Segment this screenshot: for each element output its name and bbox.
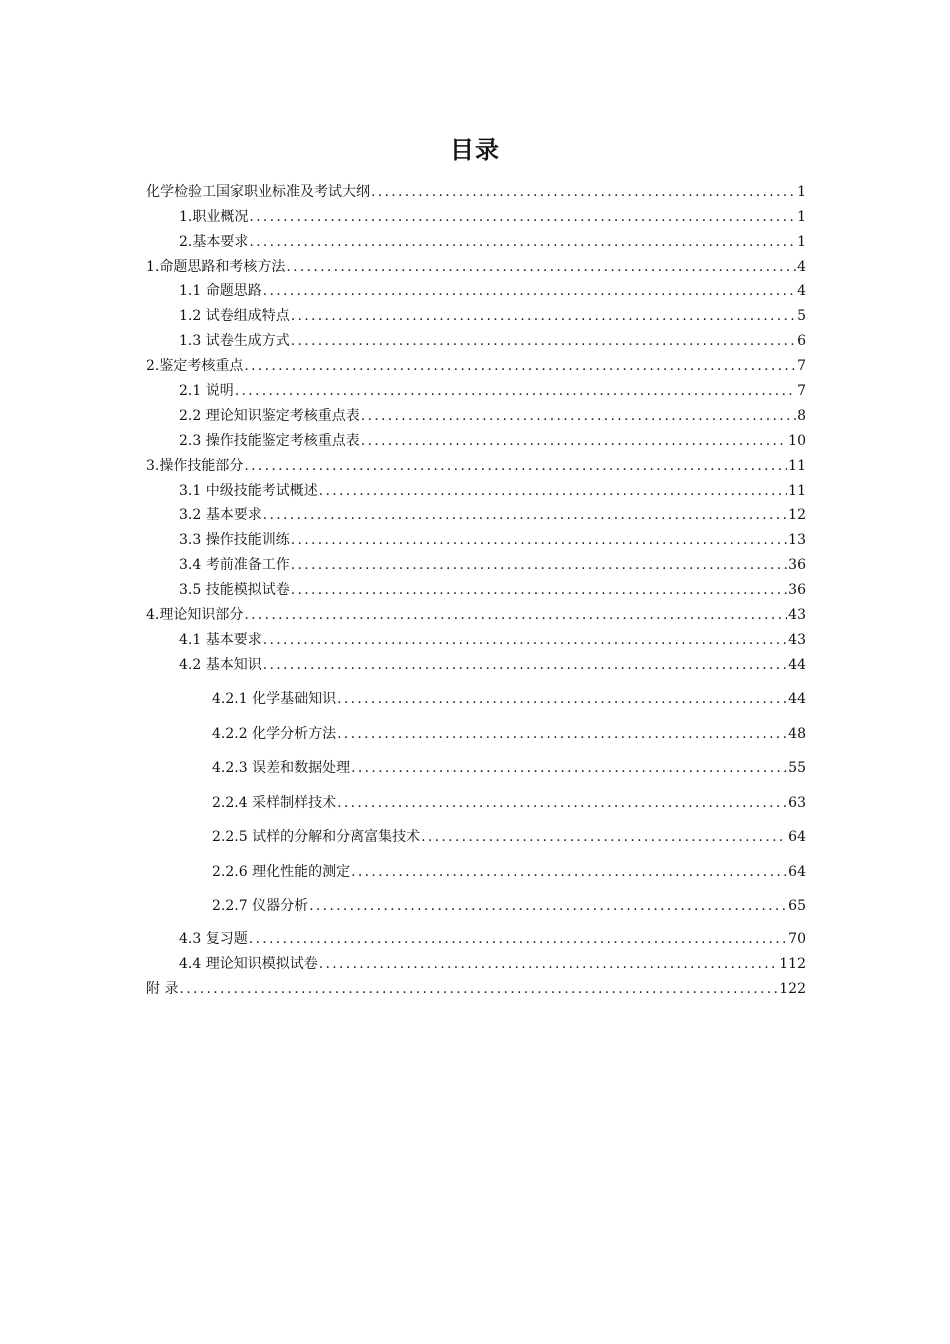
toc-entry-label: 1.命题思路和考核方法 (146, 258, 286, 275)
toc-entry-label: 3.2 基本要求 (179, 507, 262, 524)
toc-entry[interactable] (146, 226, 806, 251)
toc-dot-leader (351, 863, 787, 881)
toc-entry-label: 3.操作技能部分 (146, 457, 244, 474)
toc-entry[interactable] (146, 674, 806, 709)
toc-entry-page-number: 4 (797, 258, 806, 275)
toc-entry-label: 2.2 理论知识鉴定考核重点表 (179, 407, 360, 424)
toc-dot-leader (291, 581, 787, 599)
toc-entry[interactable] (146, 375, 806, 400)
toc-dot-leader (235, 382, 796, 400)
toc-dot-leader (371, 183, 796, 201)
toc-dot-leader (244, 357, 796, 375)
toc-dot-leader (291, 531, 787, 549)
toc-entry-label: 4.2 基本知识 (179, 656, 262, 673)
toc-entry-page-number: 4 (797, 283, 806, 300)
toc-entry[interactable] (146, 201, 806, 226)
toc-entry[interactable] (146, 923, 806, 948)
toc-entry-page-number: 7 (797, 358, 806, 375)
toc-dot-leader (361, 407, 796, 425)
toc-dot-leader (263, 656, 787, 674)
toc-entry-label: 4.理论知识部分 (146, 607, 244, 624)
toc-entry-label: 3.4 考前准备工作 (179, 557, 290, 574)
toc-dot-leader (244, 606, 787, 624)
toc-entry-label: 2.3 操作技能鉴定考核重点表 (179, 432, 360, 449)
toc-dot-leader (319, 955, 779, 973)
toc-entry-label: 2.2.4 采样制样技术 (212, 794, 337, 811)
toc-dot-leader (337, 725, 787, 743)
toc-dot-leader (263, 631, 787, 649)
toc-entry-label: 3.3 操作技能训练 (179, 532, 290, 549)
toc-entry-page-number: 44 (788, 656, 806, 673)
toc-entry-page-number: 65 (788, 898, 806, 915)
toc-entry-label: 1.职业概况 (179, 208, 249, 225)
toc-entry[interactable] (146, 881, 806, 916)
toc-entry-page-number: 43 (788, 607, 806, 624)
toc-entry[interactable] (146, 350, 806, 375)
toc-dot-leader (319, 482, 787, 500)
toc-entry[interactable] (146, 176, 806, 201)
toc-dot-leader (249, 208, 796, 226)
toc-entry[interactable] (146, 973, 806, 998)
toc-entry-page-number: 8 (797, 407, 806, 424)
toc-entry-label: 2.基本要求 (179, 233, 249, 250)
toc-entry[interactable] (146, 251, 806, 276)
toc-entry-page-number: 11 (788, 482, 806, 499)
toc-dot-leader (249, 930, 787, 948)
toc-entry-page-number: 7 (797, 383, 806, 400)
toc-entry-label: 2.1 说明 (179, 383, 234, 400)
toc-dot-leader (249, 233, 796, 251)
toc-dot-leader (421, 828, 787, 846)
toc-entry[interactable] (146, 475, 806, 500)
toc-dot-leader (291, 332, 796, 350)
toc-dot-leader (361, 432, 787, 450)
toc-entry-page-number: 55 (788, 760, 806, 777)
toc-entry-page-number: 122 (779, 980, 806, 997)
toc-entry-label: 2.2.7 仪器分析 (212, 898, 309, 915)
toc-entry-page-number: 1 (797, 183, 806, 200)
toc-entry-label: 4.3 复习题 (179, 931, 248, 948)
toc-entry-label: 4.2.1 化学基础知识 (212, 691, 337, 708)
toc-entry[interactable] (146, 624, 806, 649)
toc-entry-page-number: 64 (788, 829, 806, 846)
toc-entry-label: 4.1 基本要求 (179, 631, 262, 648)
toc-entry-label: 1.3 试卷生成方式 (179, 333, 290, 350)
toc-entry-page-number: 12 (788, 507, 806, 524)
toc-dot-leader (309, 897, 787, 915)
toc-entry[interactable] (146, 450, 806, 475)
toc-entry[interactable] (146, 500, 806, 525)
toc-entry-label: 1.2 试卷组成特点 (179, 308, 290, 325)
toc-entry-page-number: 36 (788, 582, 806, 599)
toc-entry[interactable] (146, 549, 806, 574)
toc-entry[interactable] (146, 325, 806, 350)
toc-entry-page-number: 6 (797, 333, 806, 350)
toc-entry-page-number: 64 (788, 863, 806, 880)
toc-entry-label: 4.2.3 误差和数据处理 (212, 760, 351, 777)
toc-entry-page-number: 70 (788, 931, 806, 948)
page-title: 目录 (450, 136, 500, 164)
toc-dot-leader (291, 556, 787, 574)
toc-entry[interactable] (146, 948, 806, 973)
table-of-contents (146, 176, 806, 998)
toc-dot-leader (263, 282, 796, 300)
toc-entry-page-number: 11 (788, 457, 806, 474)
toc-entry-page-number: 112 (779, 956, 806, 973)
toc-entry[interactable] (146, 599, 806, 624)
toc-entry-page-number: 1 (797, 233, 806, 250)
toc-entry-page-number: 10 (788, 432, 806, 449)
toc-dot-leader (244, 457, 787, 475)
toc-entry-label: 2.鉴定考核重点 (146, 358, 244, 375)
toc-entry[interactable] (146, 708, 806, 743)
toc-dot-leader (179, 980, 778, 998)
toc-entry[interactable] (146, 777, 806, 812)
toc-dot-leader (263, 506, 787, 524)
toc-dot-leader (337, 794, 787, 812)
toc-entry[interactable] (146, 743, 806, 778)
toc-entry-page-number: 13 (788, 532, 806, 549)
toc-entry[interactable] (146, 812, 806, 847)
toc-entry-label: 2.2.6 理化性能的测定 (212, 863, 351, 880)
toc-entry[interactable] (146, 649, 806, 674)
toc-entry-page-number: 48 (788, 725, 806, 742)
toc-dot-leader (286, 258, 796, 276)
toc-entry-page-number: 5 (797, 308, 806, 325)
toc-entry-label: 3.1 中级技能考试概述 (179, 482, 318, 499)
toc-entry-page-number: 43 (788, 631, 806, 648)
toc-dot-leader (291, 307, 796, 325)
toc-entry-page-number: 36 (788, 557, 806, 574)
toc-entry-label: 4.2.2 化学分析方法 (212, 725, 337, 742)
toc-dot-leader (337, 690, 787, 708)
toc-entry-page-number: 44 (788, 691, 806, 708)
toc-entry[interactable] (146, 300, 806, 325)
toc-entry[interactable] (146, 425, 806, 450)
toc-entry[interactable] (146, 400, 806, 425)
toc-entry-page-number: 63 (788, 794, 806, 811)
toc-entry[interactable] (146, 524, 806, 549)
toc-dot-leader (351, 759, 787, 777)
toc-entry[interactable] (146, 276, 806, 301)
toc-entry-label: 1.1 命题思路 (179, 283, 262, 300)
toc-entry-label: 附 录 (146, 980, 179, 997)
toc-entry[interactable] (146, 574, 806, 599)
toc-entry[interactable] (146, 846, 806, 881)
toc-entry-label: 2.2.5 试样的分解和分离富集技术 (212, 829, 421, 846)
toc-entry-label: 4.4 理论知识模拟试卷 (179, 956, 318, 973)
toc-entry-label: 3.5 技能模拟试卷 (179, 582, 290, 599)
toc-entry-label: 化学检验工国家职业标准及考试大纲 (146, 183, 370, 200)
toc-entry-page-number: 1 (797, 208, 806, 225)
